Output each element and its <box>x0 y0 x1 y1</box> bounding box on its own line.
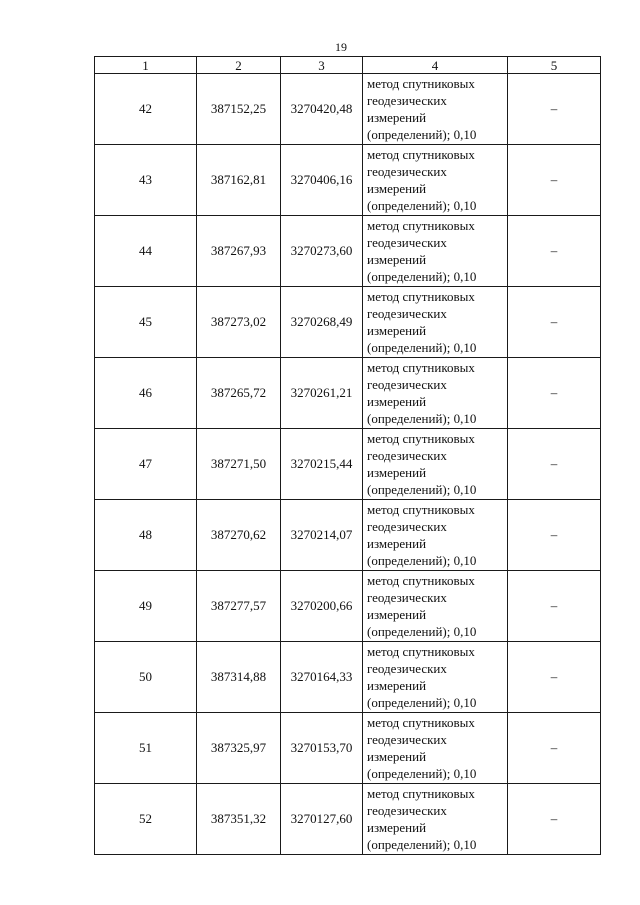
point-number-cell: 44 <box>95 216 197 287</box>
method-line: метод спутниковых <box>367 715 475 730</box>
y-coordinate-cell: 3270200,66 <box>281 571 363 642</box>
method-line: (определений); 0,10 <box>367 411 477 426</box>
table-row <box>95 571 601 642</box>
method-line: измерений <box>367 394 427 409</box>
method-line: (определений); 0,10 <box>367 766 477 781</box>
method-line: метод спутниковых <box>367 502 475 517</box>
x-coordinate-cell: 387270,62 <box>197 500 281 571</box>
method-cell <box>363 358 508 429</box>
method-cell <box>363 500 508 571</box>
point-number-cell: 46 <box>95 358 197 429</box>
description-cell <box>508 429 601 500</box>
dash-mark: – <box>550 740 558 755</box>
description-cell <box>508 784 601 855</box>
header-col-2: 2 <box>197 57 281 74</box>
method-line: (определений); 0,10 <box>367 127 477 142</box>
method-line: (определений); 0,10 <box>367 695 477 710</box>
dash-mark: – <box>550 456 558 471</box>
table-row <box>95 74 601 145</box>
y-coordinate-cell: 3270127,60 <box>281 784 363 855</box>
method-cell <box>363 145 508 216</box>
method-line: метод спутниковых <box>367 76 475 91</box>
method-line: измерений <box>367 607 427 622</box>
x-coordinate-cell: 387273,02 <box>197 287 281 358</box>
method-line: геодезических <box>367 235 447 250</box>
y-coordinate-cell: 3270420,48 <box>281 74 363 145</box>
table-row <box>95 642 601 713</box>
header-col-3: 3 <box>281 57 363 74</box>
description-cell <box>508 145 601 216</box>
method-line: метод спутниковых <box>367 360 475 375</box>
method-line: геодезических <box>367 93 447 108</box>
method-cell <box>363 713 508 784</box>
y-coordinate-cell: 3270406,16 <box>281 145 363 216</box>
method-line: измерений <box>367 252 427 267</box>
method-line: измерений <box>367 110 427 125</box>
description-cell <box>508 642 601 713</box>
method-line: метод спутниковых <box>367 573 475 588</box>
description-cell <box>508 500 601 571</box>
table-row <box>95 216 601 287</box>
page-number: 19 <box>335 40 347 54</box>
method-line: геодезических <box>367 519 447 534</box>
table-row <box>95 713 601 784</box>
method-line: метод спутниковых <box>367 218 475 233</box>
coordinates-table <box>94 56 601 855</box>
method-line: метод спутниковых <box>367 431 475 446</box>
point-number-cell: 51 <box>95 713 197 784</box>
y-coordinate-cell: 3270164,33 <box>281 642 363 713</box>
dash-mark: – <box>550 243 558 258</box>
method-line: метод спутниковых <box>367 289 475 304</box>
dash-mark: – <box>550 314 558 329</box>
table-body <box>95 74 601 855</box>
method-line: измерений <box>367 749 427 764</box>
table-row <box>95 784 601 855</box>
table-row <box>95 500 601 571</box>
point-number-cell: 43 <box>95 145 197 216</box>
point-number-cell: 45 <box>95 287 197 358</box>
method-cell <box>363 429 508 500</box>
method-line: геодезических <box>367 661 447 676</box>
method-line: (определений); 0,10 <box>367 837 477 852</box>
table-row <box>95 287 601 358</box>
method-line: измерений <box>367 820 427 835</box>
y-coordinate-cell: 3270153,70 <box>281 713 363 784</box>
table-row <box>95 145 601 216</box>
method-line: метод спутниковых <box>367 644 475 659</box>
method-line: геодезических <box>367 306 447 321</box>
method-line: геодезических <box>367 164 447 179</box>
x-coordinate-cell: 387277,57 <box>197 571 281 642</box>
y-coordinate-cell: 3270215,44 <box>281 429 363 500</box>
table-row <box>95 429 601 500</box>
dash-mark: – <box>550 598 558 613</box>
x-coordinate-cell: 387271,50 <box>197 429 281 500</box>
y-coordinate-cell: 3270268,49 <box>281 287 363 358</box>
x-coordinate-cell: 387162,81 <box>197 145 281 216</box>
method-line: геодезических <box>367 590 447 605</box>
x-coordinate-cell: 387351,32 <box>197 784 281 855</box>
method-cell <box>363 784 508 855</box>
method-line: измерений <box>367 181 427 196</box>
x-coordinate-cell: 387325,97 <box>197 713 281 784</box>
table-row <box>95 358 601 429</box>
method-line: метод спутниковых <box>367 147 475 162</box>
dash-mark: – <box>550 527 558 542</box>
dash-mark: – <box>550 172 558 187</box>
method-line: (определений); 0,10 <box>367 553 477 568</box>
point-number-cell: 49 <box>95 571 197 642</box>
header-row <box>95 57 601 74</box>
description-cell <box>508 216 601 287</box>
method-line: (определений); 0,10 <box>367 482 477 497</box>
method-cell <box>363 74 508 145</box>
description-cell <box>508 74 601 145</box>
method-line: измерений <box>367 536 427 551</box>
method-cell <box>363 287 508 358</box>
x-coordinate-cell: 387152,25 <box>197 74 281 145</box>
method-line: метод спутниковых <box>367 786 475 801</box>
header-col-4: 4 <box>363 57 508 74</box>
y-coordinate-cell: 3270214,07 <box>281 500 363 571</box>
header-col-1: 1 <box>95 57 197 74</box>
dash-mark: – <box>550 385 558 400</box>
point-number-cell: 42 <box>95 74 197 145</box>
dash-mark: – <box>550 811 558 826</box>
point-number-cell: 50 <box>95 642 197 713</box>
method-cell <box>363 642 508 713</box>
method-line: (определений); 0,10 <box>367 198 477 213</box>
description-cell <box>508 358 601 429</box>
method-line: измерений <box>367 323 427 338</box>
description-cell <box>508 571 601 642</box>
method-cell <box>363 216 508 287</box>
point-number-cell: 48 <box>95 500 197 571</box>
dash-mark: – <box>550 669 558 684</box>
x-coordinate-cell: 387265,72 <box>197 358 281 429</box>
method-line: геодезических <box>367 448 447 463</box>
method-line: (определений); 0,10 <box>367 269 477 284</box>
y-coordinate-cell: 3270261,21 <box>281 358 363 429</box>
method-line: (определений); 0,10 <box>367 340 477 355</box>
description-cell <box>508 287 601 358</box>
table-header <box>95 57 601 74</box>
y-coordinate-cell: 3270273,60 <box>281 216 363 287</box>
method-line: геодезических <box>367 732 447 747</box>
dash-mark: – <box>550 101 558 116</box>
method-line: измерений <box>367 678 427 693</box>
header-col-5: 5 <box>508 57 601 74</box>
description-cell <box>508 713 601 784</box>
method-cell <box>363 571 508 642</box>
x-coordinate-cell: 387267,93 <box>197 216 281 287</box>
method-line: (определений); 0,10 <box>367 624 477 639</box>
x-coordinate-cell: 387314,88 <box>197 642 281 713</box>
method-line: измерений <box>367 465 427 480</box>
point-number-cell: 47 <box>95 429 197 500</box>
method-line: геодезических <box>367 377 447 392</box>
method-line: геодезических <box>367 803 447 818</box>
point-number-cell: 52 <box>95 784 197 855</box>
